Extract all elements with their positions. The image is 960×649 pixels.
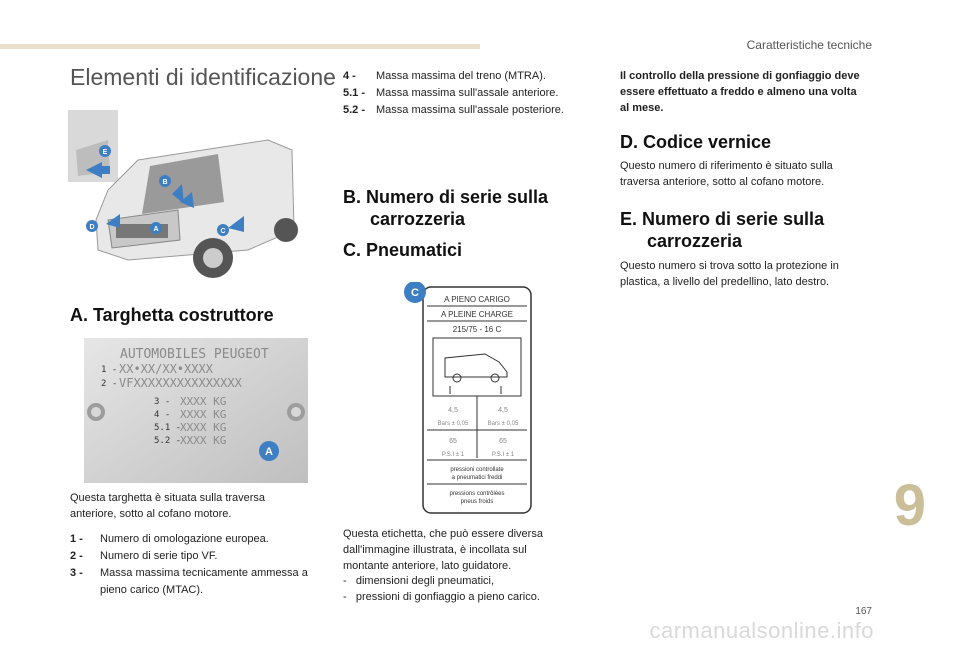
plate-description: Questa targhetta è situata sulla traversa anteriore, sotto al cofano motore. [70,492,266,520]
list-item: - pressioni di gonfiaggio a pieno carico. [343,591,540,603]
list-item [343,102,593,119]
plate-row5-label: 5.1 - [154,423,182,433]
french-note-1: pressions contrôlées [449,491,505,497]
section-header: Caratteristiche tecniche [746,38,872,52]
item-num: 2 - [70,550,83,562]
front-bar: 4,5 [448,407,458,414]
plate-row3-value: XXXX KG [180,395,227,408]
header-bar [0,44,480,49]
page-number: 167 [855,606,872,617]
section-e-heading [620,208,880,252]
front-psi: 65 [449,438,457,445]
label-description: Questa etichetta, che può essere diversa dall'immagine illustrata, è incollata sul montante anteriore, lato guidatore. [343,528,543,572]
item-num: 1 - [70,533,83,545]
pressure-note: Il controllo della pressione di gonfiaggio deve essere effettuato a freddo e almeno una volta al mese. [620,70,860,114]
label-line1: A PIENO CARIGO [444,295,510,304]
plate-row3-label: 3 - [154,397,171,407]
label-badge: C [411,287,419,299]
badge-d: D [89,224,95,231]
rear-bar-tolerance: Bars ± 0,05 [487,421,519,427]
item-text: Massa massima sull'assale posteriore. [376,104,564,116]
plate-row2-value: VFXXXXXXXXXXXXXXX [119,376,242,390]
front-psi-tolerance: P.S.I ± 1 [441,452,465,458]
section-e-text: Questo numero si trova sotto la protezione in plastica, a livello del predellino, lato destro. [620,260,839,288]
item-text: Massa massima tecnicamente ammessa a pieno carico (MTAC). [100,567,308,596]
item-text: Massa massima del treno (MTRA). [376,70,546,82]
bullet-text: pressioni di gonfiaggio a pieno carico. [355,591,540,603]
plate-row1-label: 1 - [101,365,118,375]
plate-row1-value: XX•XX/XX•XXXX [119,362,213,376]
list-item [343,85,593,102]
plate-row6-label: 5.2 - [154,436,182,446]
list-item: - dimensioni degli pneumatici, [343,575,495,587]
section-b-heading [343,186,603,230]
item-text: Numero di serie tipo VF. [100,550,218,562]
section-e-line2: carrozzeria [647,231,743,251]
item-text: Numero di omologazione europea. [100,533,269,545]
plate-badge: A [265,446,273,458]
watermark: carmanualsonline.info [649,618,874,643]
section-e-line1: E. Numero di serie sulla [620,209,825,229]
rear-psi-tolerance: P.S.I ± 1 [491,452,515,458]
tyre-pressure-label [403,282,533,514]
chapter-number: 9 [893,473,926,538]
badge-b: B [162,179,168,186]
italian-note-1: pressioni controllate [450,467,504,473]
plate-row4-value: XXXX KG [180,408,227,421]
list-item [70,531,320,548]
rear-psi: 65 [499,438,507,445]
french-note-2: pneus froids [460,499,494,505]
section-a-heading: A. Targhetta costruttore [70,305,274,325]
rear-bar: 4,5 [498,407,508,414]
badge-c: C [220,228,226,235]
item-num: 5.1 - [343,87,366,99]
item-num: 4 - [343,70,356,82]
badge-e: E [102,149,108,156]
section-b-line2: carrozzeria [370,209,466,229]
label-bullets [343,573,583,605]
list-item [343,68,593,85]
italian-note-2: a pneumatici freddi [451,475,503,481]
section-d-heading: D. Codice vernice [620,132,772,152]
front-bar-tolerance: Bars ± 0,05 [437,421,469,427]
label-line2: A PLEINE CHARGE [440,310,514,319]
manufacturer-plate [84,338,308,483]
list-item [70,565,320,599]
page-title: Elementi di identificazione [70,64,336,90]
plate-row6-value: XXXX KG [180,434,227,447]
item-num: 3 - [70,567,83,579]
plate-brand: AUTOMOBILES PEUGEOT [120,347,269,362]
plate-row2-label: 2 - [101,379,118,389]
plate-items [70,531,320,599]
plate-row5-value: XXXX KG [180,421,227,434]
section-b-line1: B. Numero di serie sulla [343,187,549,207]
item-num: 5.2 - [343,104,366,116]
list-item [70,548,320,565]
van-illustration [68,110,304,288]
plate-row4-label: 4 - [154,410,171,420]
bullet-text: dimensioni degli pneumatici, [355,575,495,587]
label-tyre-size: 215/75 - 16 C [452,325,502,334]
section-d-text: Questo numero di riferimento è situato sulla traversa anteriore, sotto al cofano motore. [620,160,833,188]
item-text: Massa massima sull'assale anteriore. [376,87,559,99]
badge-a: A [153,226,159,233]
section-c-heading: C. Pneumatici [343,240,463,260]
mass-items [343,68,593,119]
